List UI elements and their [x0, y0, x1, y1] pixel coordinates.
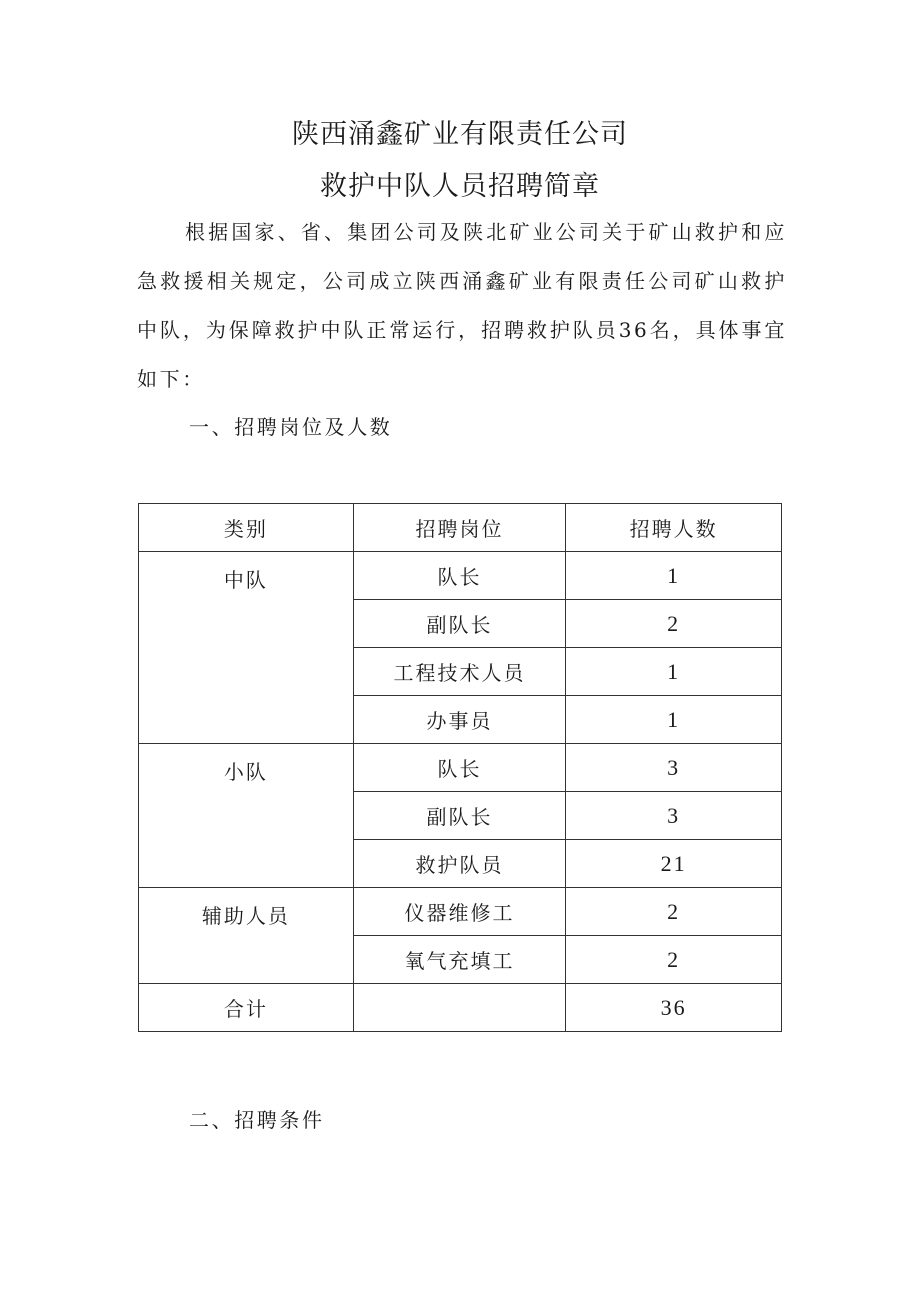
count-cell: 1 [566, 552, 782, 600]
header-category: 类别 [139, 504, 354, 552]
total-label: 合计 [139, 984, 354, 1032]
intro-paragraph: 根据国家、省、集团公司及陕北矿业公司关于矿山救护和应急救援相关规定，公司成立陕西涌鑫矿业有限责任公司矿山救护中队，为保障救护中队正常运行，招聘救护队员36名，具体事宜如下： [137, 220, 787, 391]
position-cell: 办事员 [353, 696, 566, 744]
position-cell: 队长 [353, 552, 566, 600]
category-cell: 辅助人员 [139, 888, 354, 984]
count-cell: 1 [566, 696, 782, 744]
position-cell: 救护队员 [353, 840, 566, 888]
count-cell: 21 [566, 840, 782, 888]
category-cell: 小队 [139, 744, 354, 888]
category-cell: 中队 [139, 552, 354, 744]
section-heading-requirements: 二、招聘条件 [189, 1108, 325, 1132]
document-subtitle: 救护中队人员招聘简章 [320, 171, 600, 202]
position-cell: 队长 [353, 744, 566, 792]
position-cell: 工程技术人员 [353, 648, 566, 696]
total-position [353, 984, 566, 1032]
header-position: 招聘岗位 [353, 504, 566, 552]
position-cell: 仪器维修工 [353, 888, 566, 936]
count-cell: 2 [566, 888, 782, 936]
table-row [139, 552, 782, 600]
section-heading-positions: 一、招聘岗位及人数 [189, 415, 393, 439]
recruitment-table [138, 503, 782, 1032]
count-cell: 3 [566, 744, 782, 792]
total-count: 36 [566, 984, 782, 1032]
table-row [139, 744, 782, 792]
position-cell: 副队长 [353, 792, 566, 840]
document-title: 陕西涌鑫矿业有限责任公司 [292, 119, 628, 150]
table-total-row [139, 984, 782, 1032]
position-cell: 副队长 [353, 600, 566, 648]
table-header-row [139, 504, 782, 552]
count-cell: 3 [566, 792, 782, 840]
position-cell: 氧气充填工 [353, 936, 566, 984]
count-cell: 1 [566, 648, 782, 696]
count-cell: 2 [566, 600, 782, 648]
header-count: 招聘人数 [566, 504, 782, 552]
table-row [139, 888, 782, 936]
count-cell: 2 [566, 936, 782, 984]
